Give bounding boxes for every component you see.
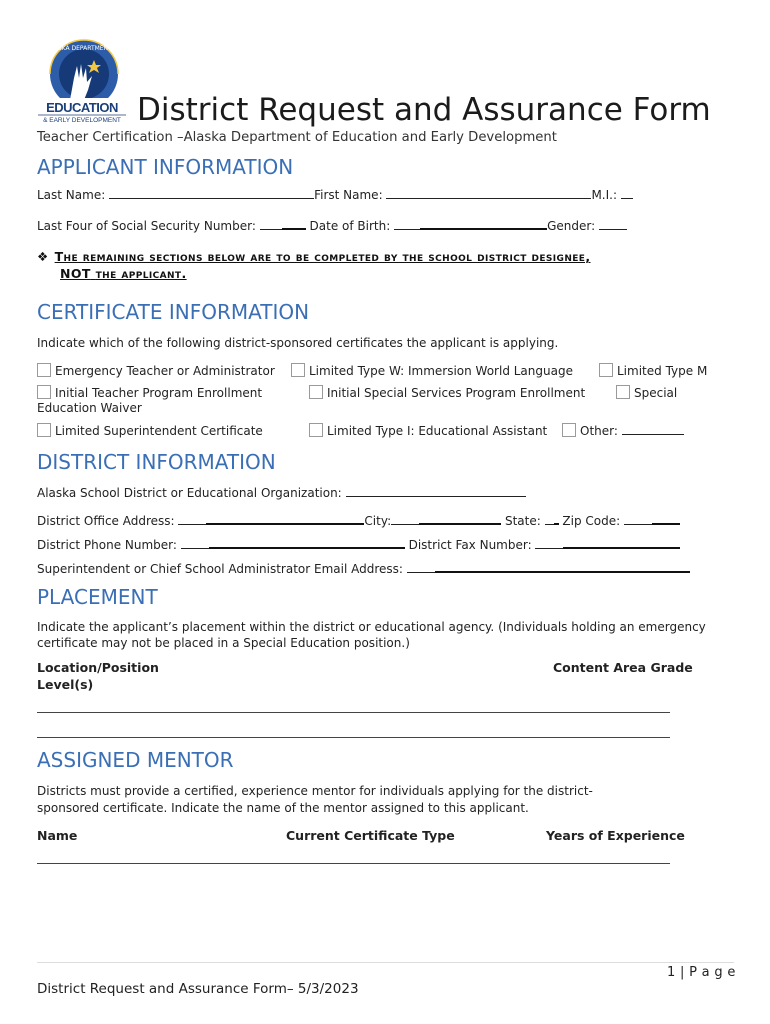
option-label: Limited Type W: Immersion World Language: [309, 364, 573, 378]
applicant-row-2: [37, 217, 627, 233]
option-label: Other:: [580, 424, 618, 438]
ssn-label: Last Four of Social Security Number:: [37, 219, 256, 233]
placement-col-content: [553, 660, 693, 675]
svg-text:EDUCATION: EDUCATION: [46, 100, 118, 115]
option-label: Limited Superintendent Certificate: [55, 424, 263, 438]
gender-label: Gender:: [547, 219, 596, 233]
city-field-b[interactable]: [419, 512, 501, 525]
checkbox[interactable]: [616, 385, 630, 399]
svg-text:& EARLY DEVELOPMENT: & EARLY DEVELOPMENT: [43, 117, 121, 124]
first-name-label: First Name:: [314, 188, 383, 202]
option-initial-teacher[interactable]: [37, 385, 262, 400]
option-label: Limited Type M: [617, 364, 708, 378]
mentor-col-name: Name: [37, 828, 78, 843]
notice-line-1: The remaining sections below are to be completed by the school district designee,: [54, 249, 591, 264]
placement-col-levels: Level(s): [37, 677, 94, 692]
phone-label: District Phone Number:: [37, 538, 177, 552]
email-field-b[interactable]: [435, 560, 690, 573]
option-emergency[interactable]: [37, 363, 275, 378]
option-type-i[interactable]: [309, 423, 547, 438]
footer-divider: [37, 962, 734, 963]
option-label: Emergency Teacher or Administrator: [55, 364, 275, 378]
mi-field[interactable]: [621, 187, 633, 199]
zip-field-b[interactable]: [652, 512, 680, 525]
district-row-4: [37, 560, 690, 576]
option-label: Limited Type I: Educational Assistant: [327, 424, 548, 438]
notice-not: NOT: [60, 266, 91, 281]
district-heading: DISTRICT INFORMATION: [37, 450, 276, 474]
fax-field-b[interactable]: [563, 536, 680, 549]
zip-label: Zip Code:: [562, 514, 621, 528]
dob-field-a[interactable]: [394, 218, 420, 230]
option-label: Special: [634, 386, 678, 400]
page-title: District Request and Assurance Form: [137, 92, 711, 128]
fax-field-a[interactable]: [535, 537, 563, 549]
district-row-2: [37, 512, 680, 528]
checkbox[interactable]: [309, 423, 323, 437]
page-number: 1 | P a g e: [667, 965, 736, 980]
last-name-label: Last Name:: [37, 188, 106, 202]
mentor-col-cert: Current Certificate Type: [286, 828, 455, 843]
diamond-bullet-icon: ❖: [37, 249, 49, 264]
option-label: Initial Special Services Program Enrollment: [327, 386, 586, 400]
checkbox[interactable]: [599, 363, 613, 377]
last-name-field[interactable]: [109, 187, 314, 199]
option-special[interactable]: [616, 385, 677, 400]
option-education-waiver: Education Waiver: [37, 401, 142, 415]
placement-heading: PLACEMENT: [37, 585, 158, 609]
gender-field[interactable]: [599, 218, 627, 230]
grade-label: Grade: [650, 660, 693, 675]
page-subtitle: Teacher Certification –Alaska Department of Education and Early Development: [37, 130, 557, 145]
certificate-heading: CERTIFICATE INFORMATION: [37, 300, 310, 324]
checkbox[interactable]: [309, 385, 323, 399]
checkbox[interactable]: [562, 423, 576, 437]
phone-field-b[interactable]: [209, 536, 405, 549]
designee-notice: [37, 249, 591, 264]
district-row-1: [37, 485, 526, 500]
organization-field[interactable]: [346, 485, 526, 497]
mentor-heading: ASSIGNED MENTOR: [37, 748, 234, 772]
notice-rest: the applicant.: [95, 266, 187, 281]
department-logo: [36, 38, 128, 124]
state-field-b[interactable]: [554, 512, 559, 525]
ssn-field-a[interactable]: [260, 218, 282, 230]
applicant-heading: APPLICANT INFORMATION: [37, 155, 294, 179]
option-label: Initial Teacher Program Enrollment: [55, 386, 263, 400]
city-field-a[interactable]: [391, 513, 419, 525]
city-label: City:: [364, 514, 392, 528]
checkbox[interactable]: [37, 363, 51, 377]
zip-field-a[interactable]: [624, 513, 652, 525]
other-field[interactable]: [622, 423, 684, 435]
email-label: Superintendent or Chief School Administrator Email Address:: [37, 562, 403, 576]
ssn-field-b[interactable]: [282, 217, 306, 230]
email-field-a[interactable]: [407, 561, 435, 573]
option-type-w[interactable]: [291, 363, 573, 378]
checkbox[interactable]: [37, 423, 51, 437]
placement-line-1[interactable]: [37, 712, 670, 713]
mentor-intro-1: Districts must provide a certified, experience mentor for individuals applying for the district-: [37, 784, 593, 798]
office-address-field-b[interactable]: [206, 512, 364, 525]
option-superintendent[interactable]: [37, 423, 263, 438]
placement-line-2[interactable]: [37, 737, 670, 738]
footer-form-name: District Request and Assurance Form– 5/3/2023: [37, 981, 359, 997]
notice-line-2: [60, 266, 187, 281]
content-area-label: Content Area: [553, 660, 647, 675]
svg-text:ALASKA DEPARTMENT OF: ALASKA DEPARTMENT OF: [46, 45, 122, 52]
first-name-field[interactable]: [386, 187, 591, 199]
applicant-row-1: [37, 187, 633, 202]
district-row-3: [37, 536, 680, 552]
mi-label: M.I.:: [591, 188, 618, 202]
checkbox[interactable]: [37, 385, 51, 399]
option-type-m[interactable]: [599, 363, 707, 378]
checkbox[interactable]: [291, 363, 305, 377]
department-seal-icon: [36, 38, 128, 124]
organization-label: Alaska School District or Educational Organization:: [37, 486, 342, 500]
option-initial-special[interactable]: [309, 385, 585, 400]
dob-label: Date of Birth:: [309, 219, 391, 233]
state-field-a[interactable]: [545, 513, 554, 525]
mentor-line[interactable]: [37, 863, 670, 864]
phone-field-a[interactable]: [181, 537, 209, 549]
office-address-field-a[interactable]: [178, 513, 206, 525]
state-label: State:: [504, 514, 541, 528]
mentor-col-years: Years of Experience: [546, 828, 685, 843]
placement-intro-2: certificate may not be placed in a Special Education position.): [37, 636, 410, 650]
dob-field-b[interactable]: [420, 217, 547, 230]
option-other[interactable]: [562, 423, 684, 438]
certificate-intro: Indicate which of the following district-sponsored certificates the applicant is applying.: [37, 336, 559, 350]
mentor-intro-2: sponsored certificate. Indicate the name of the mentor assigned to this applicant.: [37, 801, 529, 815]
fax-label: District Fax Number:: [408, 538, 532, 552]
placement-intro-1: Indicate the applicant’s placement within the district or educational agency. (Individuals holding an emergency: [37, 620, 706, 634]
office-address-label: District Office Address:: [37, 514, 175, 528]
placement-col-location: Location/Position: [37, 660, 159, 675]
